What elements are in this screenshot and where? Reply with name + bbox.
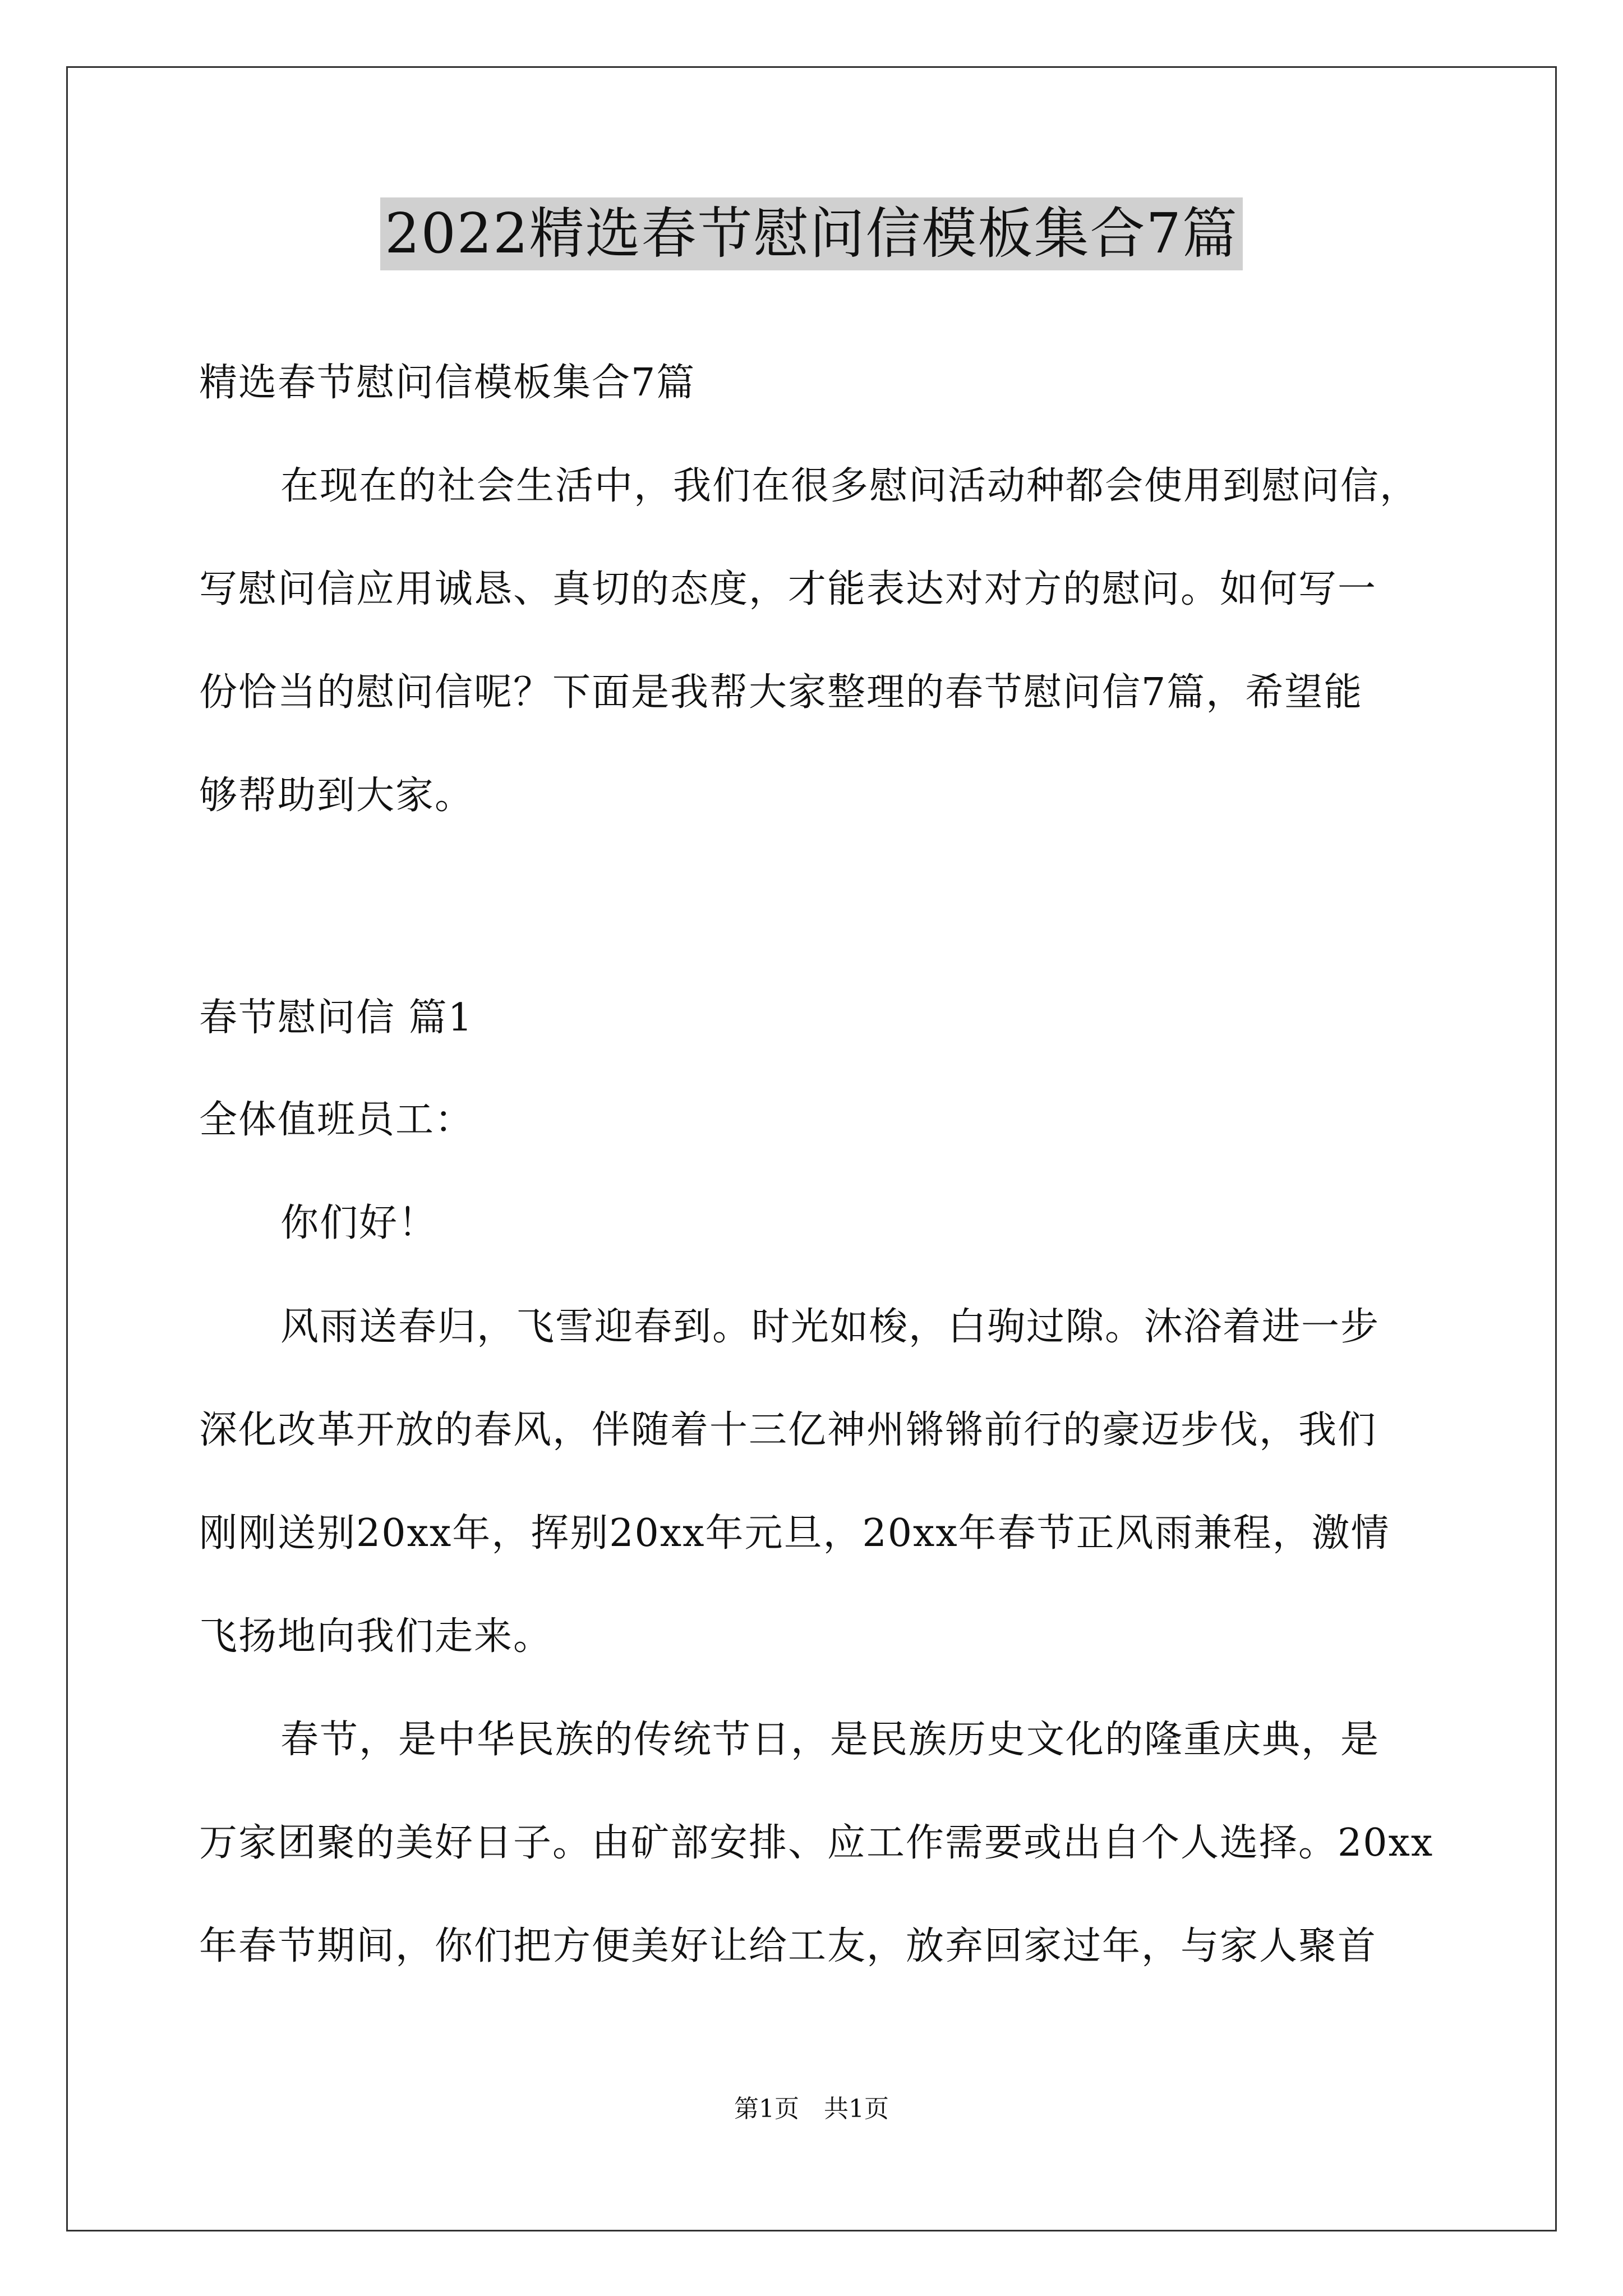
document-title: 2022精选春节慰问信模板集合7篇	[380, 197, 1243, 270]
paragraph-line: 万家团聚的美好日子。由矿部安排、应工作需要或出自个人选择。20xx	[199, 1821, 1434, 1865]
page-footer: 第1页 共1页	[734, 2095, 889, 2123]
paragraph-line: 春节，是中华民族的传统节日，是民族历史文化的隆重庆典，是	[280, 1718, 1380, 1762]
paragraph-line: 刚刚送别20xx年，挥别20xx年元旦，20xx年春节正风雨兼程，激情	[199, 1511, 1390, 1556]
salutation: 全体值班员工：	[199, 1098, 474, 1142]
intro-line: 份恰当的慰问信呢？下面是我帮大家整理的春节慰问信7篇，希望能	[199, 670, 1363, 715]
intro-line: 写慰问信应用诚恳、真切的态度，才能表达对对方的慰问。如何写一	[199, 567, 1377, 611]
paragraph-line: 年春节期间，你们把方便美好让给工友，放弃回家过年，与家人聚首	[199, 1924, 1377, 1968]
intro-line: 在现在的社会生活中，我们在很多慰问活动种都会使用到慰问信，	[280, 464, 1419, 508]
paragraph-line: 飞扬地向我们走来。	[199, 1614, 553, 1659]
title-container	[0, 197, 1623, 270]
section-heading: 春节慰问信 篇1	[199, 996, 473, 1040]
greeting: 你们好！	[280, 1201, 438, 1245]
document-subtitle: 精选春节慰问信模板集合7篇	[199, 361, 696, 405]
paragraph-line: 风雨送春归，飞雪迎春到。时光如梭，白驹过隙。沐浴着进一步	[280, 1305, 1380, 1349]
paragraph-line: 深化改革开放的春风，伴随着十三亿神州锵锵前行的豪迈步伐，我们	[199, 1408, 1377, 1452]
intro-line: 够帮助到大家。	[199, 774, 474, 818]
